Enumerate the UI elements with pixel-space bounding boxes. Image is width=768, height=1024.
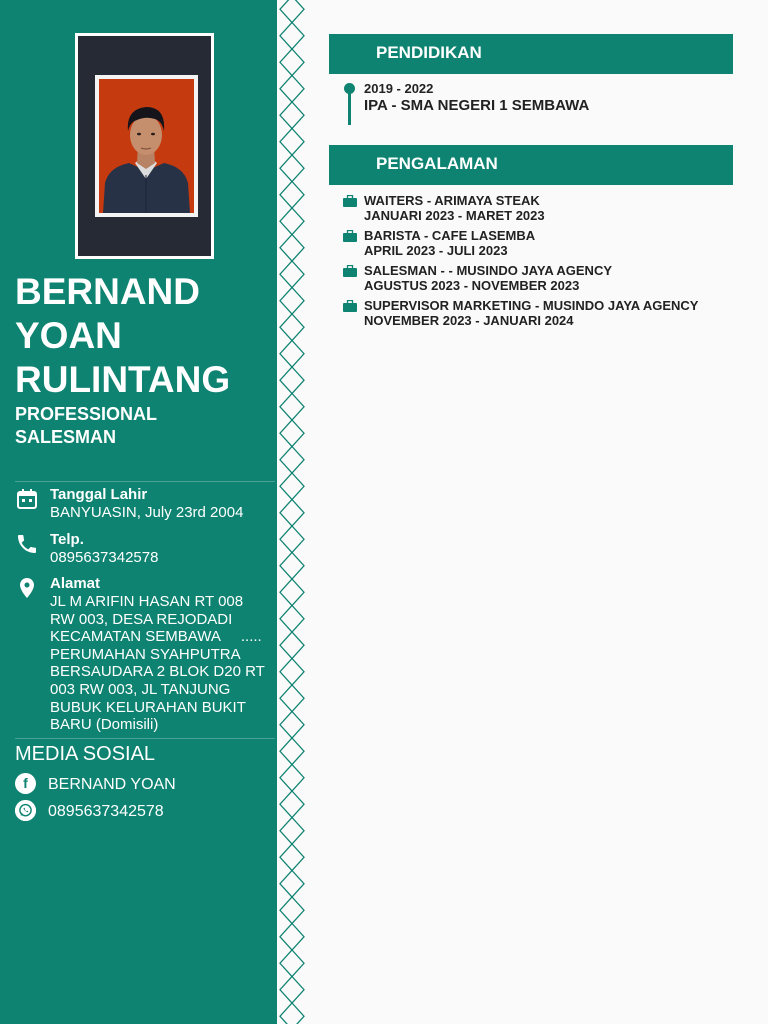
diamond-pattern-border xyxy=(277,0,307,1024)
name-line-3: RULINTANG xyxy=(15,359,231,400)
location-pin-icon xyxy=(15,576,39,600)
experience-period: JANUARI 2023 - MARET 2023 xyxy=(364,208,545,223)
divider xyxy=(15,481,275,482)
birth-label: Tanggal Lahir xyxy=(50,486,148,503)
briefcase-icon xyxy=(343,265,357,277)
education-title: PENDIDIKAN xyxy=(376,43,482,62)
profile-photo-frame xyxy=(75,33,214,259)
address-info xyxy=(15,575,273,735)
job-title-line-1: PROFESSIONAL xyxy=(15,404,158,424)
phone-value: 0895637342578 xyxy=(50,549,159,566)
social-facebook[interactable] xyxy=(15,773,215,795)
address-line: BARU (Domisili) xyxy=(50,716,159,734)
social-whatsapp[interactable] xyxy=(15,800,215,822)
education-years: 2019 - 2022 xyxy=(364,81,434,96)
experience-period: AGUSTUS 2023 - NOVEMBER 2023 xyxy=(364,278,580,293)
timeline-line xyxy=(348,92,351,125)
name-line-2: YOAN xyxy=(15,315,122,356)
portrait-image xyxy=(99,79,194,213)
address-line: RW 003, DESA REJODADI xyxy=(50,610,233,628)
sidebar xyxy=(0,0,277,1024)
address-value xyxy=(50,593,275,734)
experience-role: SUPERVISOR MARKETING - MUSINDO JAYA AGENCY xyxy=(364,298,699,313)
experience-role: SALESMAN - - MUSINDO JAYA AGENCY xyxy=(364,263,612,278)
facebook-name: BERNAND YOAN xyxy=(48,776,176,793)
education-header xyxy=(329,34,733,74)
job-title xyxy=(15,403,270,449)
whatsapp-icon xyxy=(15,800,36,821)
experience-title: PENGALAMAN xyxy=(376,154,498,173)
name-line-1: BERNAND xyxy=(15,271,200,312)
social-heading: MEDIA SOSIAL xyxy=(15,743,156,765)
experience-item xyxy=(343,228,733,260)
experience-header xyxy=(329,145,733,185)
facebook-icon: f xyxy=(15,773,36,794)
experience-period: NOVEMBER 2023 - JANUARI 2024 xyxy=(364,313,574,328)
photo-backdrop xyxy=(78,36,211,256)
address-label: Alamat xyxy=(50,575,101,592)
birth-info xyxy=(15,486,273,526)
experience-role: WAITERS - ARIMAYA STEAK xyxy=(364,193,540,208)
briefcase-icon xyxy=(343,230,357,242)
address-line: JL M ARIFIN HASAN RT 008 xyxy=(50,593,244,610)
education-school: IPA - SMA NEGERI 1 SEMBAWA xyxy=(364,97,590,114)
profile-photo xyxy=(95,75,198,217)
briefcase-icon xyxy=(343,300,357,312)
phone-icon xyxy=(15,532,39,556)
phone-info xyxy=(15,531,273,571)
experience-item xyxy=(343,263,733,295)
phone-label: Telp. xyxy=(50,531,84,548)
experience-item xyxy=(343,298,733,330)
briefcase-icon xyxy=(343,195,357,207)
address-line: 003 RW 003, JL TANJUNG xyxy=(50,680,231,698)
address-line: BUBUK KELURAHAN BUKIT xyxy=(50,698,246,716)
experience-item xyxy=(343,193,733,225)
calendar-icon xyxy=(15,487,39,511)
address-line: BERSAUDARA 2 BLOK D20 RT xyxy=(50,663,265,681)
divider xyxy=(15,738,275,739)
whatsapp-number: 0895637342578 xyxy=(48,803,164,820)
experience-role: BARISTA - CAFE LASEMBA xyxy=(364,228,536,243)
experience-period: APRIL 2023 - JULI 2023 xyxy=(364,243,508,258)
birth-value: BANYUASIN, July 23rd 2004 xyxy=(50,504,244,521)
address-line: KECAMATAN SEMBAWA ..... xyxy=(50,628,262,646)
full-name xyxy=(15,270,270,402)
job-title-line-2: SALESMAN xyxy=(15,427,117,447)
address-line: PERUMAHAN SYAHPUTRA xyxy=(50,645,241,663)
